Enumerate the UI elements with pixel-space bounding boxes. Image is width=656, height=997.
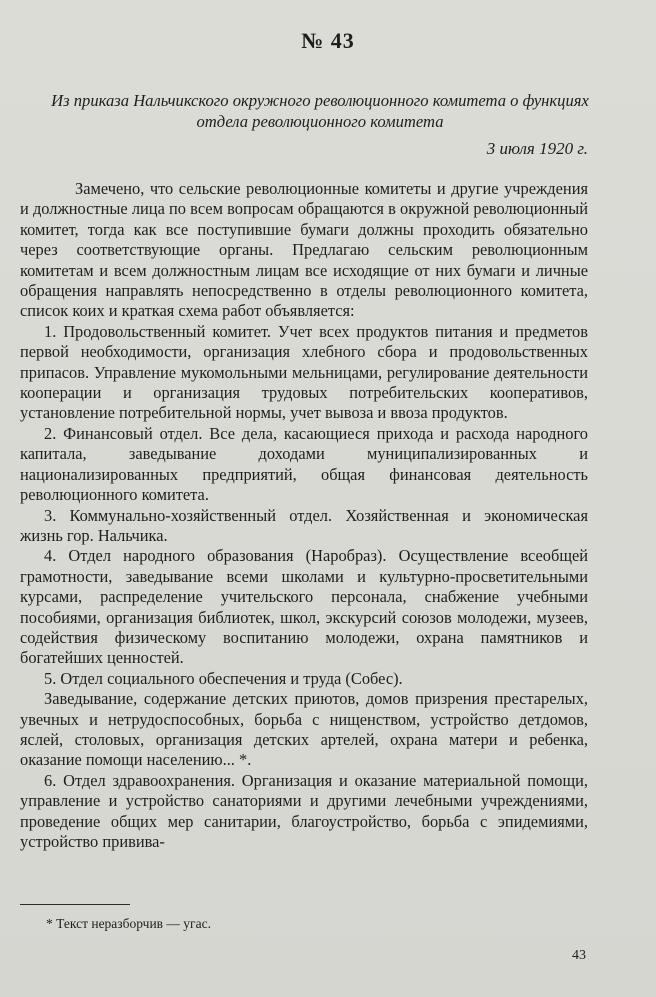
paragraph-item-3: 3. Коммунально-хозяйственный отдел. Хозяйственная и экономическая жизнь гор. Нальчика. [20,505,588,545]
paragraph-item-2: 2. Финансовый отдел. Все дела, касающиеся прихода и расхода народного капитала, заведывание доходами муниципализированных и национализированных предприятий, общая финансовая деятельность революционного комитета. [20,423,588,505]
footnote: * Текст неразборчив — угас. [46,916,211,931]
paragraph-item-4: 4. Отдел народного образования (Наробраз). Осуществление всеобщей грамотности, заведывание всеми школами и культурно-просветительными курсами, распределение учительского персонала, снабжение учебными пособиями, организация библиотек, школ, экскурсий союзов молодежи, музеев, содействия физическому воспитанию молодежи, охрана памятников и богатейших ценностей. [20,546,588,668]
document-number: № 43 [301,28,355,53]
document-body [20,179,588,852]
paragraph-item-5: 5. Отдел социального обеспечения и труда (Собес). [44,668,403,688]
document-date: 3 июля 1920 г. [486,139,588,158]
paragraph-item-5-details: Заведывание, содержание детских приютов, домов призрения престарелых, увечных и нетрудоспособных, борьба с нищенством, устройство детдомов, яслей, столовых, организация детских артелей, охрана матери и ребенка, оказание помощи населению... *. [20,689,588,770]
page-number: 43 [572,948,586,963]
paragraph-item-6: 6. Отдел здравоохранения. Организация и оказание материальной помощи, управление и устройство санаториями и другими лечебными учреждениями, проведение общих мер санитарии, благоустройство, борьба с эпидемиями, устройство привива- [20,770,588,851]
paragraph-intro: Замечено, что сельские революционные комитеты и другие учреждения и должностные лица по всем вопросам обращаются в окружной революционный комитет, тогда как все поступившие бумаги должны проходить обязательно через соответствующие органы. Предлагаю сельским революционным комитетам и всем должностным лицам все исходящие от них бумаги и личные обращения направлять непосредственно в отделы революционного комитета, список коих и краткая схема работ объявляется: [20,179,588,321]
footnote-divider [20,904,130,905]
paragraph-item-1: 1. Продовольственный комитет. Учет всех продуктов питания и предметов первой необходимости, организация хлебного сбора и продовольственных припасов. Управление мукомольными мельницами, регулирование деятельности кооперации и организация трудовых потребительских кооперативов, установление потребительной нормы, учет вывоза и ввоза продуктов. [20,321,588,423]
document-heading: Из приказа Нальчикского окружного революционного комитета о функциях отдела революционного комитета [51,91,589,131]
